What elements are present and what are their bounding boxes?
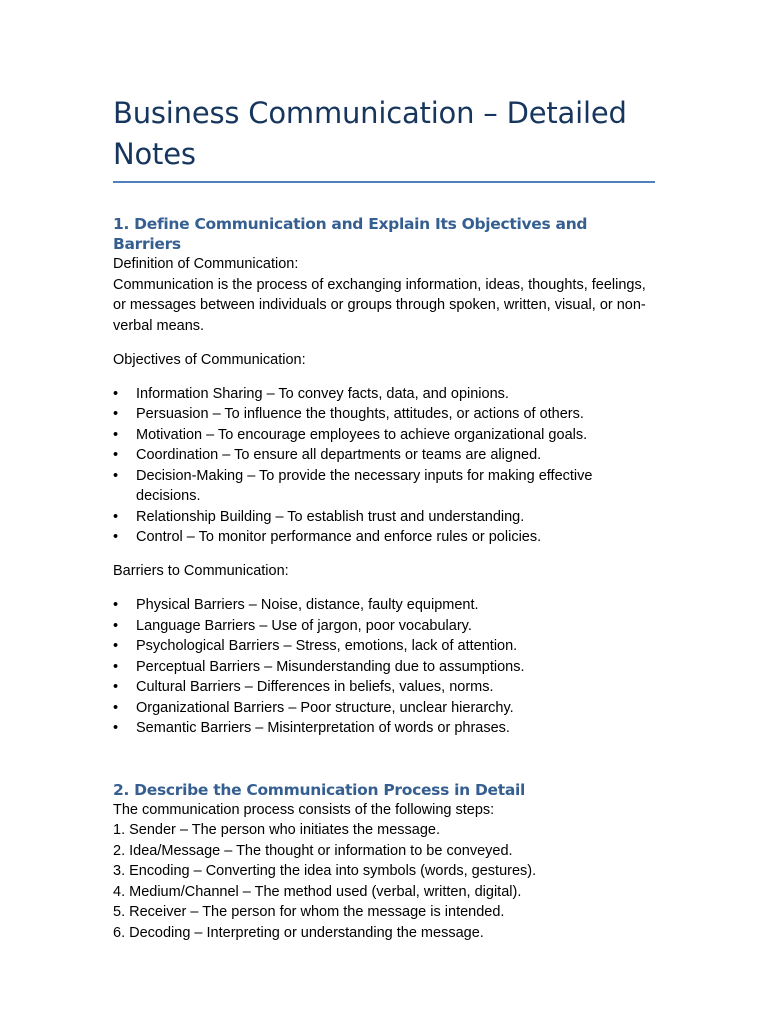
list-item: • Control – To monitor performance and enforce rules or policies. xyxy=(113,527,655,548)
list-item: • Information Sharing – To convey facts, data, and opinions. xyxy=(113,384,655,405)
bullet-icon: • xyxy=(113,658,119,675)
list-item: • Cultural Barriers – Differences in beliefs, values, norms. xyxy=(113,677,655,698)
bullet-icon: • xyxy=(113,508,119,525)
objectives-list xyxy=(113,384,655,548)
process-step: 3. Encoding – Converting the idea into symbols (words, gestures). xyxy=(113,863,537,879)
list-item: • Coordination – To ensure all departments or teams are aligned. xyxy=(113,445,655,466)
process-step: 6. Decoding – Interpreting or understanding the message. xyxy=(113,924,484,941)
bullet-icon: • xyxy=(113,467,119,484)
section-2-heading: 2. Describe the Communication Process in Detail xyxy=(113,780,526,799)
bullet-icon: • xyxy=(113,529,119,545)
section-2 xyxy=(113,780,655,944)
bullet-icon: • xyxy=(113,385,119,402)
objectives-label: Objectives of Communication: xyxy=(113,351,306,368)
list-item: • Semantic Barriers – Misinterpretation of words or phrases. xyxy=(113,718,655,739)
process-step: 1. Sender – The person who initiates the message. xyxy=(113,822,440,838)
page-title: Business Communication – Detailed Notes xyxy=(113,96,627,171)
title-divider xyxy=(113,181,655,183)
list-item: • Relationship Building – To establish trust and understanding. xyxy=(113,507,655,528)
section-1-heading: 1. Define Communication and Explain Its Objectives and Barriers xyxy=(113,215,588,253)
list-item: • Language Barriers – Use of jargon, poor vocabulary. xyxy=(113,616,655,637)
process-step: 5. Receiver – The person for whom the message is intended. xyxy=(113,904,505,920)
list-item: • Physical Barriers – Noise, distance, faulty equipment. xyxy=(113,595,655,616)
bullet-icon: • xyxy=(113,617,119,634)
process-step: 2. Idea/Message – The thought or information to be conveyed. xyxy=(113,842,513,859)
barriers-label: Barriers to Communication: xyxy=(113,563,289,579)
document-page xyxy=(113,93,655,943)
bullet-icon: • xyxy=(113,638,119,654)
bullet-icon: • xyxy=(113,447,119,463)
list-item: • Persuasion – To influence the thoughts, attitudes, or actions of others. xyxy=(113,404,655,425)
list-item: • Motivation – To encourage employees to achieve organizational goals. xyxy=(113,425,655,446)
bullet-icon: • xyxy=(113,720,119,736)
barriers-list xyxy=(113,595,655,739)
definition-text: Communication is the process of exchanging information, ideas, thoughts, feelings, or messages between individuals or groups through spoken, written, visual, or non-verbal means. xyxy=(113,276,646,334)
bullet-icon: • xyxy=(113,406,119,422)
process-intro: The communication process consists of the following steps: xyxy=(113,801,495,818)
list-item: • Organizational Barriers – Poor structure, unclear hierarchy. xyxy=(113,698,655,719)
bullet-icon: • xyxy=(113,597,119,613)
process-step: 4. Medium/Channel – The method used (verbal, written, digital). xyxy=(113,883,522,900)
bullet-icon: • xyxy=(113,679,119,695)
definition-label: Definition of Communication: xyxy=(113,256,299,272)
bullet-icon: • xyxy=(113,426,119,443)
bullet-icon: • xyxy=(113,699,119,716)
list-item: • Decision-Making – To provide the necessary inputs for making effective decisions. xyxy=(113,467,593,504)
list-item: • Perceptual Barriers – Misunderstanding due to assumptions. xyxy=(113,657,655,678)
list-item: • Psychological Barriers – Stress, emotions, lack of attention. xyxy=(113,636,655,657)
